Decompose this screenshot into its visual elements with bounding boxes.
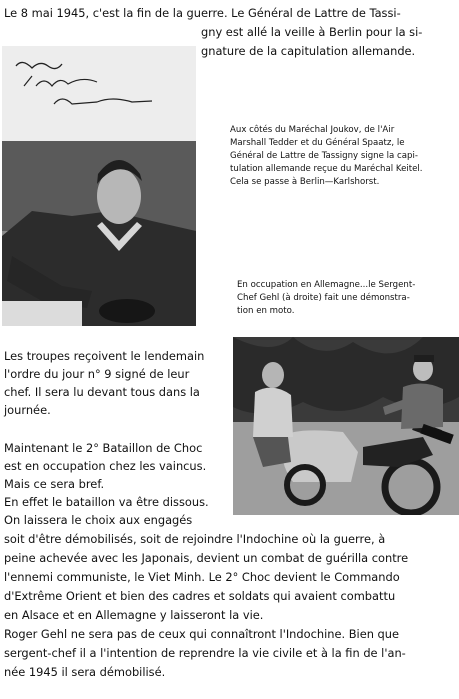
intro-line-3: gnature de la capitulation allemande. [201,44,416,58]
body-left-line-4: journée. [4,403,51,417]
body-line-5: en Alsace et en Allemagne y laisseront la vie. [4,608,264,622]
body-line-8: née 1945 il sera démobilisé. [4,665,166,679]
moto-caption-line-2: Chef Gehl (à droite) fait une démonstra- [237,293,410,303]
body-left-line-8: Mais ce sera bref. [4,477,105,491]
body-line-6: Roger Gehl ne sera pas de ceux qui connaîtront l'Indochine. Bien que [4,627,400,641]
motorcycle-photo [233,337,459,515]
body-left-line-7: est en occupation chez les vaincus. [4,459,207,473]
body-left-line-10: On laissera le choix aux engagés [4,513,193,527]
signature-caption-line-3: Général de Lattre de Tassigny signe la capi- [230,151,418,161]
body-left-line-2: l'ordre du jour n° 9 signé de leur [4,367,190,381]
body-line-1: soit d'être démobilisés, soit de rejoindre l'Indochine où la guerre, à [4,532,386,546]
intro-line-2: gny est allé la veille à Berlin pour la si- [201,25,423,39]
signature-caption-line-2: Marshall Tedder et du Général Spaatz, le [230,138,405,148]
signature-photo [2,46,196,326]
intro-line-1: Le 8 mai 1945, c'est la fin de la guerre. Le Général de Lattre de Tassi- [4,6,401,20]
body-line-3: l'ennemi communiste, le Viet Minh. Le 2° Choc devient le Commando [4,570,400,584]
body-line-4: d'Extrême Orient et bien des cadres et soldats qui avaient combattu [4,589,396,603]
signature-caption-line-5: Cela se passe à Berlin—Karlshorst. [230,177,380,187]
body-left-line-9: En effet le bataillon va être dissous. [4,495,209,509]
body-line-7: sergent-chef il a l'intention de reprendre la vie civile et à la fin de l'an- [4,646,406,660]
moto-caption-line-3: tion en moto. [237,306,295,316]
body-left-line-3: chef. Il sera lu devant tous dans la [4,385,200,399]
body-left-line-6: Maintenant le 2° Bataillon de Choc [4,441,203,455]
body-line-2: peine achevée avec les Japonais, devient un combat de guérilla contre [4,551,409,565]
signature-caption-line-4: tulation allemande reçue du Maréchal Keitel. [230,164,423,174]
moto-caption-line-1: En occupation en Allemagne...le Sergent- [237,280,416,290]
body-left-line-1: Les troupes reçoivent le lendemain [4,349,205,363]
signature-caption-line-1: Aux côtés du Maréchal Joukov, de l'Air [230,125,395,135]
